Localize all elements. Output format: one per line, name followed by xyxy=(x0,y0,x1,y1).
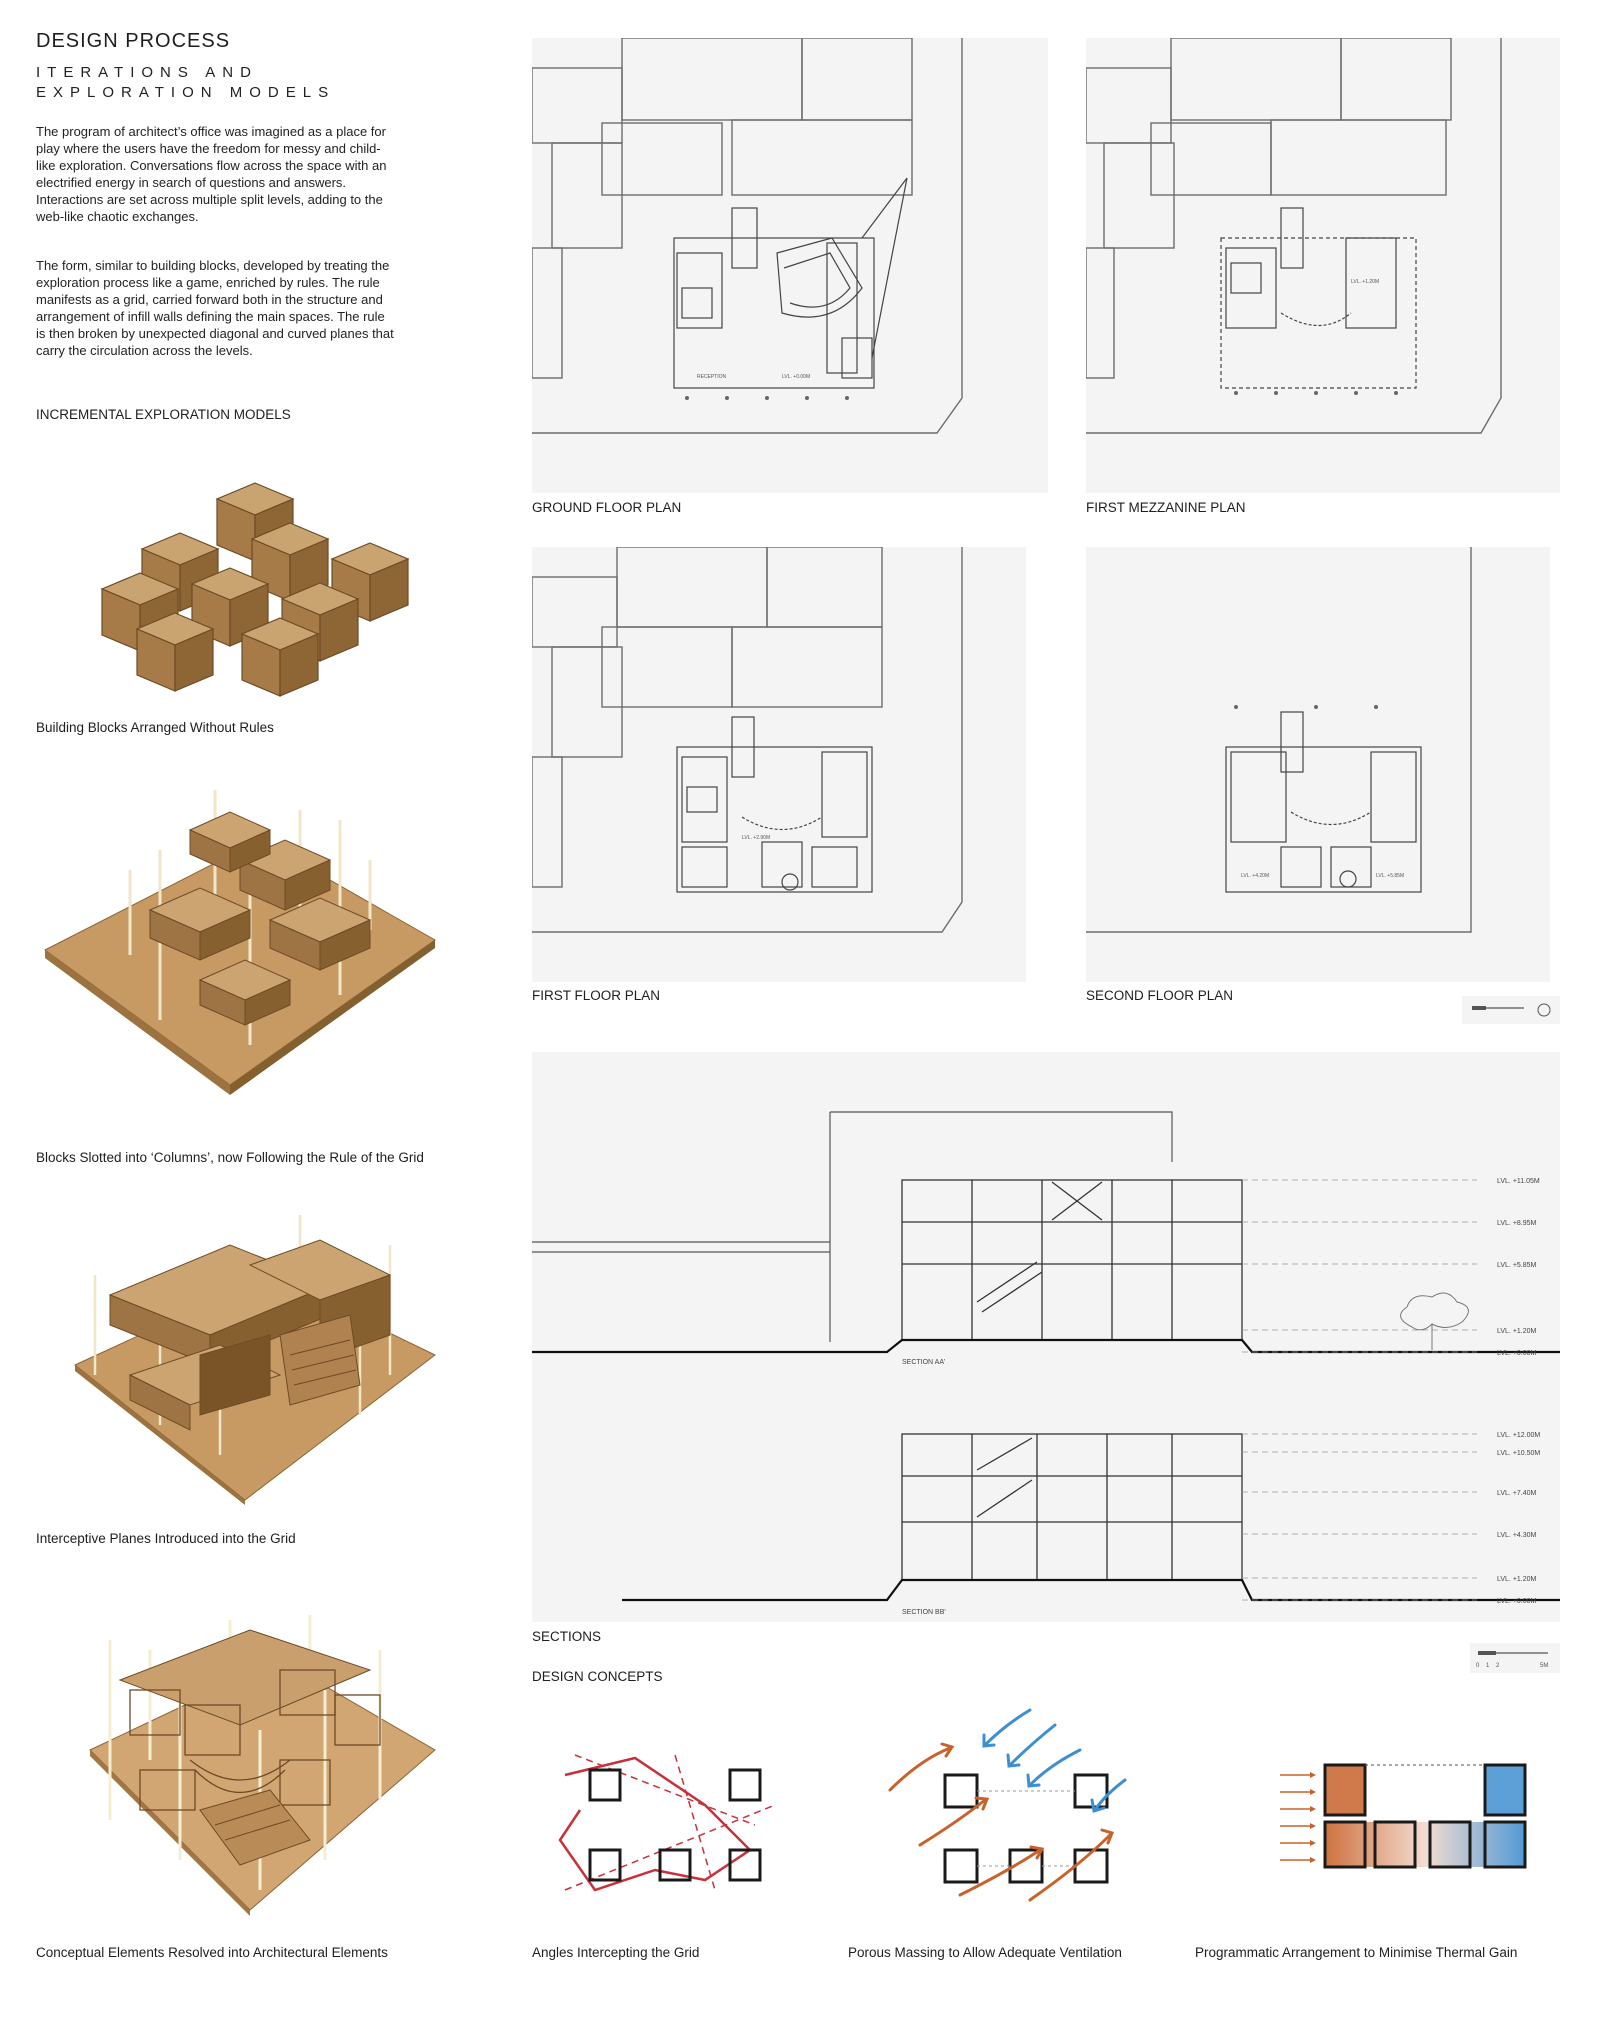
scale-label: 0 xyxy=(1476,1663,1480,1669)
level-label: LVL. +8.95M xyxy=(1497,1220,1537,1227)
concept-diagram-thermal xyxy=(1280,1750,1540,1900)
first-mezzanine-plan-caption: FIRST MEZZANINE PLAN xyxy=(1086,500,1246,515)
north-arrow-icon xyxy=(1538,1004,1550,1016)
first-floor-plan-drawing xyxy=(532,547,1026,982)
level-label: LVL. +12.00M xyxy=(1497,1432,1541,1439)
level-label: LVL. +4.30M xyxy=(1497,1532,1537,1539)
model-photo-3 xyxy=(70,1205,440,1505)
model-photo-1 xyxy=(80,470,410,700)
second-floor-plan-drawing xyxy=(1086,547,1550,982)
level-label: LVL. +10.50M xyxy=(1497,1450,1541,1457)
scale-label: 2 xyxy=(1496,1663,1500,1669)
concept-diagram-angles xyxy=(555,1750,785,1900)
models-heading: INCREMENTAL EXPLORATION MODELS xyxy=(36,407,291,422)
concept-diagram-ventilation xyxy=(880,1700,1130,1910)
subtitle-line-2: EXPLORATION MODELS xyxy=(36,84,336,101)
subtitle-line-1: ITERATIONS AND xyxy=(36,64,258,81)
concepts-heading: DESIGN CONCEPTS xyxy=(532,1669,663,1684)
cube xyxy=(242,618,318,696)
plan-label-level: LVL. +1.20M xyxy=(1351,279,1380,285)
first-floor-plan-caption: FIRST FLOOR PLAN xyxy=(532,988,661,1003)
scale-label: 5M xyxy=(1540,1663,1549,1669)
plan-label-level: LVL. +2.90M xyxy=(742,835,771,841)
first-mezzanine-plan-drawing xyxy=(1086,38,1560,493)
plan-label-level: LVL. +5.85M xyxy=(1376,873,1405,879)
model-photo-2 xyxy=(40,770,440,1120)
model-caption-4: Conceptual Elements Resolved into Architectural Elements xyxy=(36,1945,388,1960)
ground-floor-plan-drawing xyxy=(532,38,1048,493)
intro-paragraph-2: The form, similar to building blocks, developed by treating the exploration process like a game, enriched by rules. The rule manifests as a grid, carried forward both in the structure and arrangement of infill walls defining the main spaces. The rule is then broken by unexpected diagonal and curved planes that carry the circulation across the levels. xyxy=(36,258,394,358)
model-caption-1: Building Blocks Arranged Without Rules xyxy=(36,720,274,735)
scale-label: 1 xyxy=(1486,1663,1490,1669)
level-label: LVL. +11.05M xyxy=(1497,1178,1540,1185)
plan-label-level: LVL. +4.20M xyxy=(1241,873,1270,879)
page-title: DESIGN PROCESS xyxy=(36,30,231,52)
model-caption-2: Blocks Slotted into ‘Columns’, now Following the Rule of the Grid xyxy=(36,1150,424,1165)
level-label: LVL. +1.20M xyxy=(1497,1576,1537,1583)
model-caption-3: Interceptive Planes Introduced into the Grid xyxy=(36,1531,296,1546)
concept-caption-1: Angles Intercepting the Grid xyxy=(532,1945,700,1960)
sections-drawing xyxy=(532,1052,1560,1622)
page-subtitle xyxy=(36,63,366,103)
model-photo-4 xyxy=(80,1610,440,1920)
section-bb-label: SECTION BB' xyxy=(902,1609,946,1616)
level-label: LVL. +0.00M xyxy=(1497,1350,1537,1357)
cube xyxy=(137,613,213,691)
level-label: LVL. +7.40M xyxy=(1497,1490,1537,1497)
concept-caption-3: Programmatic Arrangement to Minimise Thermal Gain xyxy=(1195,1945,1518,1960)
level-label: LVL. +0.00M xyxy=(1497,1598,1537,1605)
sections-caption: SECTIONS xyxy=(532,1629,602,1644)
plan-label-level: LVL. +0.00M xyxy=(782,374,811,380)
section-scale-bar xyxy=(1470,1643,1560,1673)
second-floor-plan-caption: SECOND FLOOR PLAN xyxy=(1086,988,1234,1003)
ground-floor-plan-caption: GROUND FLOOR PLAN xyxy=(532,500,682,515)
intro-paragraph-1: The program of architect’s office was imagined as a place for play where the users have the freedom for messy and child-like exploration. Conversations flow across the space with an electrified energy in search of questions and answers. Interactions are set across multiple split levels, adding to the web-like chaotic exchanges. xyxy=(36,124,387,224)
plan-scale-bar xyxy=(1462,996,1560,1024)
level-label: LVL. +1.20M xyxy=(1497,1328,1537,1335)
section-aa-label: SECTION AA' xyxy=(902,1359,946,1366)
tree-icon xyxy=(1401,1293,1469,1350)
plan-label-reception: RECEPTION xyxy=(697,374,727,380)
concept-caption-2: Porous Massing to Allow Adequate Ventilation xyxy=(848,1945,1122,1960)
level-label: LVL. +5.85M xyxy=(1497,1262,1537,1269)
